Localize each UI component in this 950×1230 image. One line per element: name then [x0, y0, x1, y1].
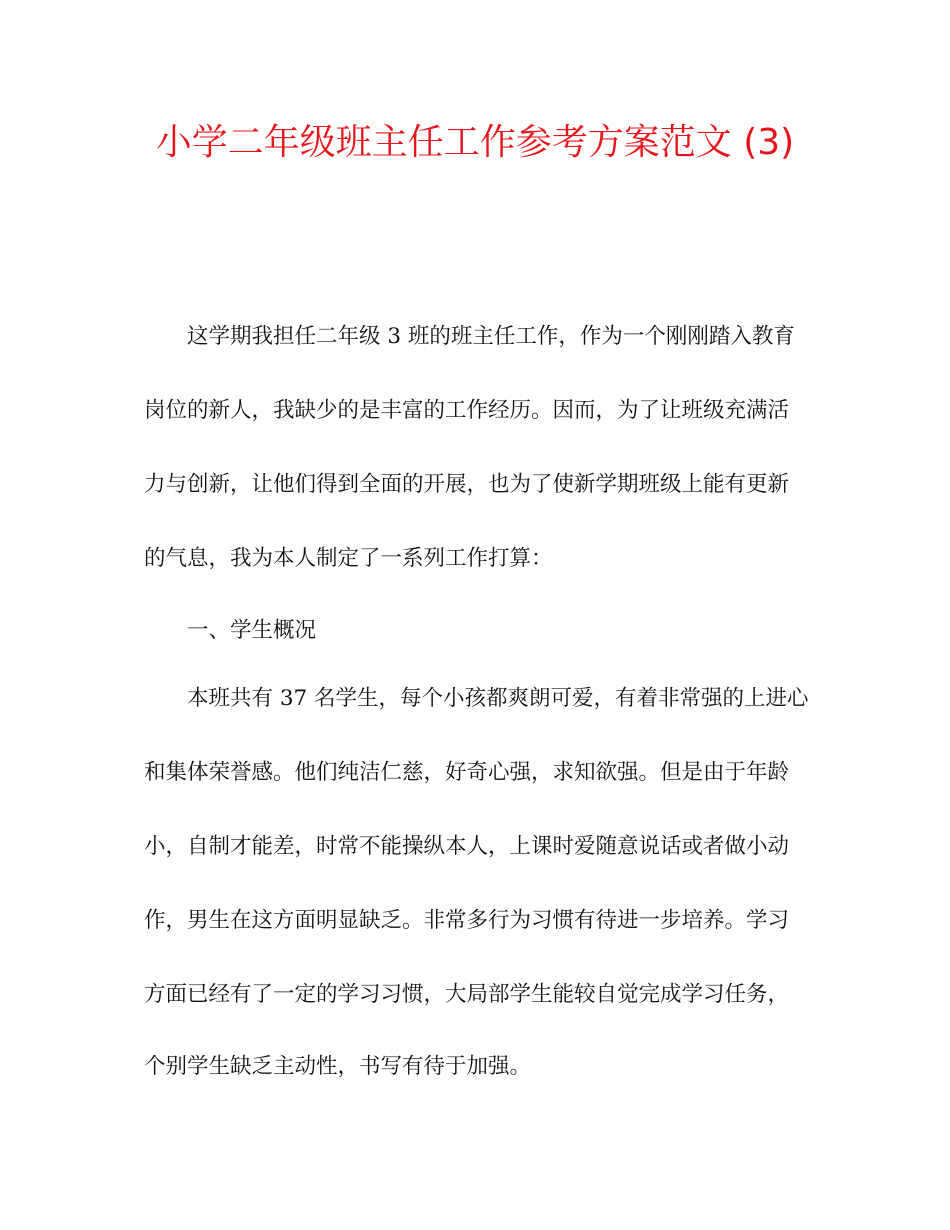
- paragraph-3-line-3: 小，自制才能差，时常不能操纵本人，上课时爱随意说话或者做小动: [144, 834, 790, 859]
- paragraph-3-line-6: 个别学生缺乏主动性，书写有待于加强。: [144, 1054, 532, 1079]
- section-heading-student-overview: 一、学生概况: [187, 618, 317, 643]
- paragraph-3-line-5: 方面已经有了一定的学习习惯，大局部学生能较自觉完成学习任务，: [144, 982, 790, 1007]
- document-body: [144, 322, 810, 1082]
- paragraph-3-line-2: 和集体荣誉感。他们纯洁仁慈，好奇心强，求知欲强。但是由于年龄: [144, 760, 790, 785]
- paragraph-1-line-4: 的气息，我为本人制定了一系列工作打算：: [144, 546, 553, 571]
- paragraph-3-line-4: 作，男生在这方面明显缺乏。非常多行为习惯有待进一步培养。学习: [144, 908, 790, 933]
- document-title: 小学二年级班主任工作参考方案范文 (3): [155, 122, 795, 163]
- paragraph-1-line-2: 岗位的新人，我缺少的是丰富的工作经历。因而，为了让班级充满活: [144, 398, 790, 423]
- paragraph-1-line-1: 这学期我担任二年级 3 班的班主任工作，作为一个刚刚踏入教育: [187, 324, 795, 349]
- paragraph-1-line-3: 力与创新，让他们得到全面的开展，也为了使新学期班级上能有更新: [144, 472, 790, 497]
- paragraph-3-line-1: 本班共有 37 名学生，每个小孩都爽朗可爱，有着非常强的上进心: [187, 686, 809, 711]
